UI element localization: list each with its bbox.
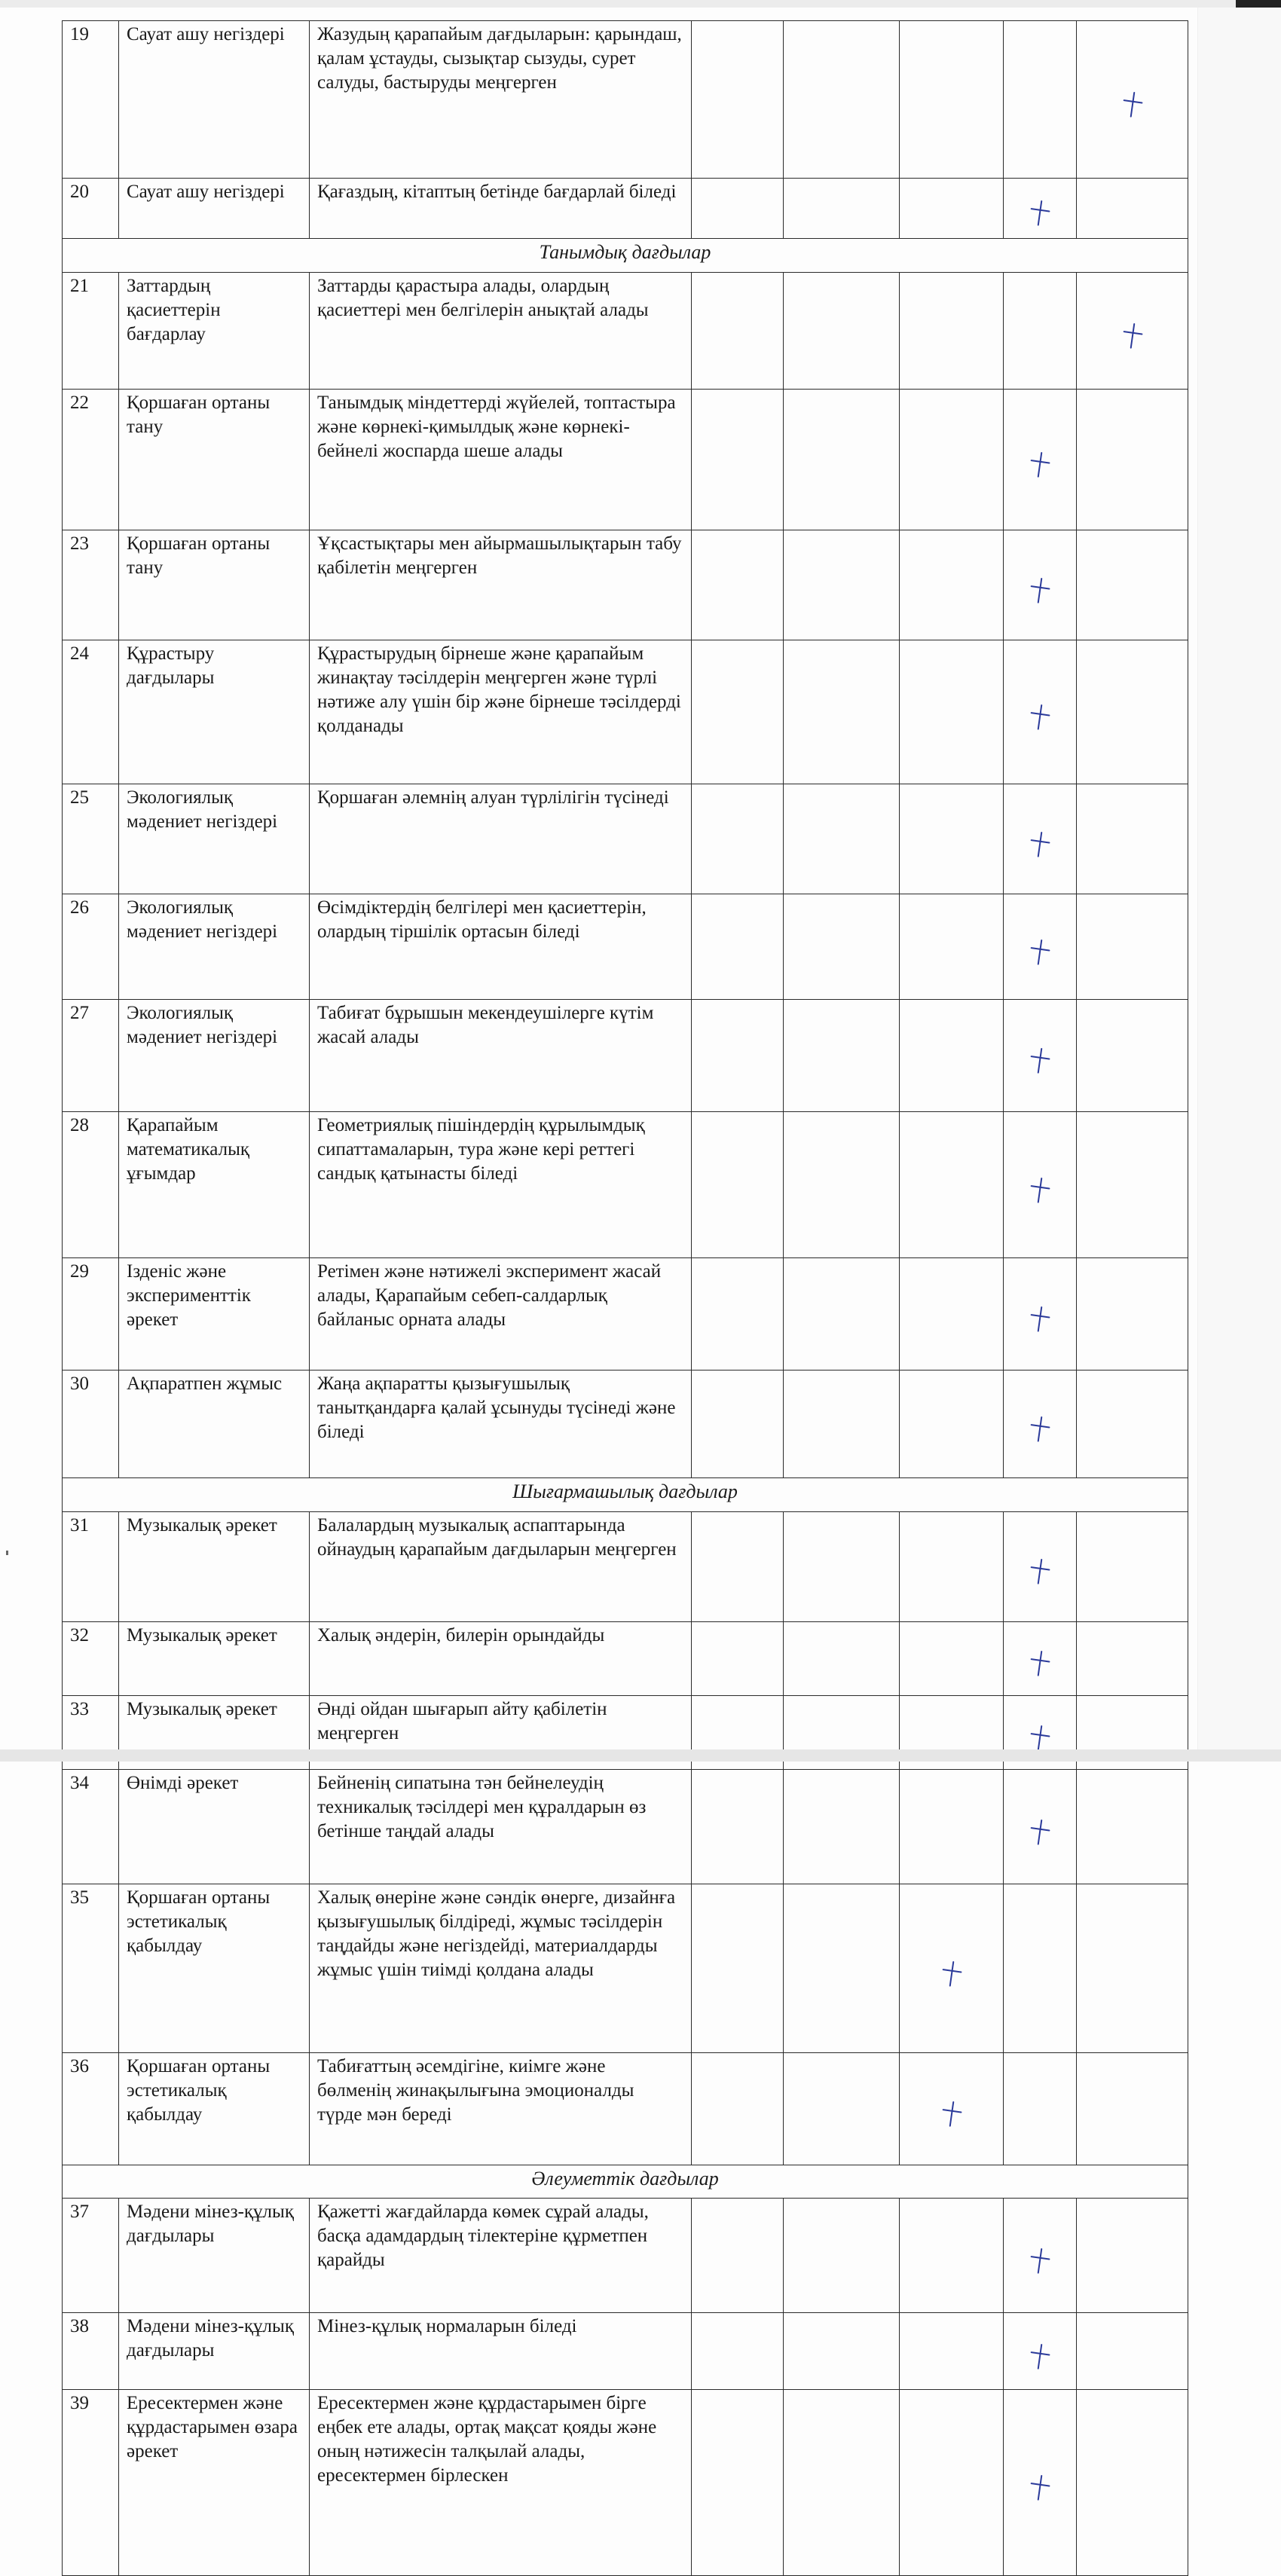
- level-cell-1[interactable]: [692, 530, 784, 640]
- table-row: [63, 389, 1188, 530]
- table-row: [63, 2052, 1188, 2165]
- level-cell-1[interactable]: [692, 1112, 784, 1258]
- level-cell-4[interactable]: [1004, 894, 1077, 1000]
- table-body: [63, 21, 1188, 2576]
- handwritten-plus-icon: [1029, 199, 1051, 227]
- level-cell-4[interactable]: [1004, 272, 1077, 389]
- skill-area: Сауат ашу негіздері: [119, 21, 310, 179]
- section-title: Шығармашылық дағдылар: [63, 1477, 1188, 1511]
- skill-area: Заттардың қасиеттерін бағдарлау: [119, 272, 310, 389]
- level-cell-2[interactable]: [784, 530, 900, 640]
- table-row: [63, 272, 1188, 389]
- level-cell-1[interactable]: [692, 389, 784, 530]
- skill-area: Қарапайым математикалық ұғымдар: [119, 1112, 310, 1258]
- level-cell-1[interactable]: [692, 1884, 784, 2053]
- level-cell-5[interactable]: [1077, 530, 1188, 640]
- skill-description: Заттарды қарастыра алады, олардың қасиеттері мен белгілерін анықтай алады: [310, 272, 692, 389]
- section-header-row: [63, 239, 1188, 273]
- level-cell-3[interactable]: [900, 1770, 1004, 1884]
- skill-description: Ересектермен және құрдастарымен бірге еңбек ете алады, ортақ мақсат қояды және оның нәтижесін талқылай алады, ересектермен бірлескен: [310, 2389, 692, 2575]
- skill-description: Қажетті жағдайларда көмек сұрай алады, басқа адамдардың тілектеріне құрметпен қарайды: [310, 2199, 692, 2313]
- level-cell-2[interactable]: [784, 640, 900, 784]
- handwritten-plus-icon: [1029, 1047, 1051, 1074]
- level-cell-4[interactable]: [1004, 2199, 1077, 2313]
- row-number: 30: [63, 1370, 119, 1477]
- skill-description: Танымдық міндеттерді жүйелей, топтастыра және көрнекі-қимылдық және көрнекі-бейнелі жоспарда шеше алады: [310, 389, 692, 530]
- level-cell-5[interactable]: [1077, 1621, 1188, 1695]
- handwritten-plus-icon: [1029, 1415, 1051, 1443]
- skill-description: Халық өнеріне және сәндік өнерге, дизайнға қызығушылық білдіреді, жұмыс тәсілдерін таңдайды және негіздейді, материалдарды жұмыс үшін тиімді қолдана алады: [310, 1884, 692, 2053]
- level-cell-3[interactable]: [900, 1884, 1004, 2053]
- level-cell-4[interactable]: [1004, 1770, 1077, 1884]
- row-number: 38: [63, 2313, 119, 2389]
- skill-area: Экологиялық мәдениет негіздері: [119, 784, 310, 894]
- row-number: 37: [63, 2199, 119, 2313]
- level-cell-5[interactable]: [1077, 784, 1188, 894]
- level-cell-5[interactable]: [1077, 1370, 1188, 1477]
- level-cell-1[interactable]: [692, 2199, 784, 2313]
- skill-description: Қоршаған әлемнің алуан түрлілігін түсінеді: [310, 784, 692, 894]
- skill-area: Мәдени мінез-құлық дағдылары: [119, 2199, 310, 2313]
- handwritten-plus-icon: [1029, 2474, 1051, 2501]
- table-row: [63, 1257, 1188, 1370]
- level-cell-4[interactable]: [1004, 1112, 1077, 1258]
- skill-description: Жазудың қарапайым дағдыларын: қарындаш, қалам ұстауды, сызықтар сызуды, сурет салуды, бастыруды меңгерген: [310, 21, 692, 179]
- handwritten-plus-icon: [1029, 2342, 1051, 2370]
- level-cell-1[interactable]: [692, 178, 784, 238]
- handwritten-plus-icon: [1120, 322, 1143, 350]
- level-cell-1[interactable]: [692, 1370, 784, 1477]
- level-cell-4[interactable]: [1004, 640, 1077, 784]
- table-row: [63, 1884, 1188, 2053]
- section-header-row: [63, 1477, 1188, 1511]
- level-cell-5[interactable]: [1077, 1770, 1188, 1884]
- level-cell-5[interactable]: [1077, 1112, 1188, 1258]
- skill-area: Экологиялық мәдениет негіздері: [119, 894, 310, 1000]
- level-cell-1[interactable]: [692, 1511, 784, 1621]
- skill-description: Жаңа ақпаратты қызығушылық танытқандарға қалай ұсынуды түсінеді және біледі: [310, 1370, 692, 1477]
- scan-speck: [6, 1551, 8, 1555]
- row-number: 31: [63, 1511, 119, 1621]
- level-cell-2[interactable]: [784, 1621, 900, 1695]
- handwritten-plus-icon: [1029, 1724, 1051, 1752]
- level-cell-4[interactable]: [1004, 1621, 1077, 1695]
- skill-description: Халық әндерін, билерін орындайды: [310, 1621, 692, 1695]
- level-cell-3[interactable]: [900, 21, 1004, 179]
- scan-corner-shadow: [1236, 0, 1281, 8]
- skill-description: Мінез-құлық нормаларын біледі: [310, 2313, 692, 2389]
- level-cell-3[interactable]: [900, 389, 1004, 530]
- level-cell-3[interactable]: [900, 1112, 1004, 1258]
- level-cell-3[interactable]: [900, 1257, 1004, 1370]
- handwritten-plus-icon: [1029, 938, 1051, 966]
- handwritten-plus-icon: [1029, 830, 1051, 858]
- level-cell-3[interactable]: [900, 784, 1004, 894]
- level-cell-2[interactable]: [784, 1370, 900, 1477]
- skill-description: Ретімен және нәтижелі эксперимент жасай алады, Қарапайым себеп-салдарлық байланыс орната алады: [310, 1257, 692, 1370]
- level-cell-4[interactable]: [1004, 21, 1077, 179]
- level-cell-5[interactable]: [1077, 21, 1188, 179]
- level-cell-5[interactable]: [1077, 1000, 1188, 1112]
- level-cell-5[interactable]: [1077, 2199, 1188, 2313]
- table-row: [63, 1621, 1188, 1695]
- row-number: 39: [63, 2389, 119, 2575]
- level-cell-2[interactable]: [784, 1000, 900, 1112]
- table-row: [63, 2313, 1188, 2389]
- skill-area: Экологиялық мәдениет негіздері: [119, 1000, 310, 1112]
- skill-description: Бейненің сипатына тән бейнелеудің техникалық тәсілдері мен құралдарын өз бетінше таңдай алады: [310, 1770, 692, 1884]
- level-cell-1[interactable]: [692, 784, 784, 894]
- row-number: 36: [63, 2052, 119, 2165]
- skill-description: Табиғат бұрышын мекендеушілерге күтім жасай алады: [310, 1000, 692, 1112]
- table-row: [63, 784, 1188, 894]
- section-header-row: [63, 2165, 1188, 2199]
- level-cell-1[interactable]: [692, 1257, 784, 1370]
- level-cell-4[interactable]: [1004, 2313, 1077, 2389]
- level-cell-5[interactable]: [1077, 2389, 1188, 2575]
- skill-area: Қоршаған ортаны эстетикалық қабылдау: [119, 2052, 310, 2165]
- level-cell-2[interactable]: [784, 389, 900, 530]
- level-cell-5[interactable]: [1077, 2313, 1188, 2389]
- skill-description: Балалардың музыкалық аспаптарында ойнаудың қарапайым дағдыларын меңгерген: [310, 1511, 692, 1621]
- handwritten-plus-icon: [1029, 1649, 1051, 1677]
- handwritten-plus-icon: [1029, 1818, 1051, 1846]
- row-number: 32: [63, 1621, 119, 1695]
- level-cell-1[interactable]: [692, 2052, 784, 2165]
- table-row: [63, 1112, 1188, 1258]
- level-cell-4[interactable]: [1004, 530, 1077, 640]
- section-title: Әлеуметтік дағдылар: [63, 2165, 1188, 2199]
- skill-area: Музыкалық әрекет: [119, 1695, 310, 1769]
- level-cell-1[interactable]: [692, 21, 784, 179]
- level-cell-5[interactable]: [1077, 1257, 1188, 1370]
- level-cell-2[interactable]: [784, 1511, 900, 1621]
- level-cell-5[interactable]: [1077, 2052, 1188, 2165]
- level-cell-4[interactable]: [1004, 1370, 1077, 1477]
- level-cell-4[interactable]: [1004, 178, 1077, 238]
- level-cell-4[interactable]: [1004, 1257, 1077, 1370]
- assessment-table: [62, 20, 1188, 2576]
- row-number: 27: [63, 1000, 119, 1112]
- level-cell-2[interactable]: [784, 894, 900, 1000]
- skill-area: Мәдени мінез-құлық дағдылары: [119, 2313, 310, 2389]
- table-row: [63, 2389, 1188, 2575]
- handwritten-plus-icon: [940, 2100, 962, 2128]
- level-cell-2[interactable]: [784, 1884, 900, 2053]
- row-number: 28: [63, 1112, 119, 1258]
- level-cell-5[interactable]: [1077, 272, 1188, 389]
- level-cell-1[interactable]: [692, 640, 784, 784]
- level-cell-2[interactable]: [784, 2389, 900, 2575]
- level-cell-1[interactable]: [692, 1621, 784, 1695]
- table-row: [63, 2199, 1188, 2313]
- level-cell-5[interactable]: [1077, 640, 1188, 784]
- table-row: [63, 1000, 1188, 1112]
- skill-area: Ақпаратпен жұмыс: [119, 1370, 310, 1477]
- level-cell-3[interactable]: [900, 530, 1004, 640]
- level-cell-3[interactable]: [900, 178, 1004, 238]
- level-cell-2[interactable]: [784, 178, 900, 238]
- skill-description: Құрастырудың бірнеше және қарапайым жинақтау тәсілдерін меңгерген және түрлі нәтиже алу үшін бір және бірнеше тәсілдерді қолданады: [310, 640, 692, 784]
- handwritten-plus-icon: [1029, 1176, 1051, 1204]
- level-cell-1[interactable]: [692, 2389, 784, 2575]
- row-number: 35: [63, 1884, 119, 2053]
- skill-description: Өсімдіктердің белгілері мен қасиеттерін, олардың тіршілік ортасын біледі: [310, 894, 692, 1000]
- level-cell-2[interactable]: [784, 2313, 900, 2389]
- level-cell-4[interactable]: [1004, 1511, 1077, 1621]
- level-cell-3[interactable]: [900, 2199, 1004, 2313]
- table-row: [63, 1370, 1188, 1477]
- level-cell-1[interactable]: [692, 1770, 784, 1884]
- handwritten-plus-icon: [1120, 90, 1143, 118]
- level-cell-5[interactable]: [1077, 1511, 1188, 1621]
- row-number: 34: [63, 1770, 119, 1884]
- level-cell-5[interactable]: [1077, 178, 1188, 238]
- handwritten-plus-icon: [1029, 1557, 1051, 1585]
- level-cell-1[interactable]: [692, 894, 784, 1000]
- skill-description: Табиғаттың әсемдігіне, киімге және бөлменің жинақылығына эмоционалды түрде мән береді: [310, 2052, 692, 2165]
- skill-area: Қоршаған ортаны тану: [119, 530, 310, 640]
- level-cell-3[interactable]: [900, 2389, 1004, 2575]
- skill-description: Әнді ойдан шығарып айту қабілетін меңгерген: [310, 1695, 692, 1769]
- level-cell-4[interactable]: [1004, 2389, 1077, 2575]
- handwritten-plus-icon: [1029, 1305, 1051, 1333]
- skill-area: Қоршаған ортаны эстетикалық қабылдау: [119, 1884, 310, 2053]
- skill-area: Музыкалық әрекет: [119, 1621, 310, 1695]
- skill-area: Құрастыру дағдылары: [119, 640, 310, 784]
- skill-description: Қағаздың, кітаптың бетінде бағдарлай біледі: [310, 178, 692, 238]
- row-number: 23: [63, 530, 119, 640]
- level-cell-2[interactable]: [784, 1112, 900, 1258]
- skill-area: Қоршаған ортаны тану: [119, 389, 310, 530]
- skill-description: Геометриялық пішіндердің құрылымдық сипаттамаларын, тура және кері реттегі сандық қатынасты біледі: [310, 1112, 692, 1258]
- level-cell-5[interactable]: [1077, 894, 1188, 1000]
- level-cell-4[interactable]: [1004, 1000, 1077, 1112]
- level-cell-4[interactable]: [1004, 784, 1077, 894]
- level-cell-3[interactable]: [900, 894, 1004, 1000]
- level-cell-2[interactable]: [784, 1257, 900, 1370]
- level-cell-3[interactable]: [900, 1621, 1004, 1695]
- level-cell-2[interactable]: [784, 272, 900, 389]
- skill-area: Ересектермен және құрдастарымен өзара әрекет: [119, 2389, 310, 2575]
- level-cell-2[interactable]: [784, 1770, 900, 1884]
- level-cell-1[interactable]: [692, 1000, 784, 1112]
- level-cell-4[interactable]: [1004, 389, 1077, 530]
- level-cell-3[interactable]: [900, 1511, 1004, 1621]
- level-cell-3[interactable]: [900, 640, 1004, 784]
- row-number: 25: [63, 784, 119, 894]
- level-cell-1[interactable]: [692, 2313, 784, 2389]
- row-number: 29: [63, 1257, 119, 1370]
- skill-area: Өнімді әрекет: [119, 1770, 310, 1884]
- skill-area: Ізденіс және эксперименттік әрекет: [119, 1257, 310, 1370]
- handwritten-plus-icon: [1029, 576, 1051, 604]
- table-row: [63, 640, 1188, 784]
- row-number: 33: [63, 1695, 119, 1769]
- level-cell-2[interactable]: [784, 2199, 900, 2313]
- scan-bottom-edge: [0, 1749, 1281, 1762]
- table-row: [63, 530, 1188, 640]
- row-number: 22: [63, 389, 119, 530]
- level-cell-3[interactable]: [900, 1370, 1004, 1477]
- handwritten-plus-icon: [1029, 703, 1051, 731]
- row-number: 24: [63, 640, 119, 784]
- level-cell-1[interactable]: [692, 272, 784, 389]
- handwritten-plus-icon: [1029, 2247, 1051, 2275]
- level-cell-2[interactable]: [784, 784, 900, 894]
- level-cell-4[interactable]: [1004, 1884, 1077, 2053]
- level-cell-2[interactable]: [784, 2052, 900, 2165]
- level-cell-3[interactable]: [900, 1000, 1004, 1112]
- scan-top-edge: [0, 0, 1281, 8]
- row-number: 26: [63, 894, 119, 1000]
- table-row: [63, 178, 1188, 238]
- section-title: Танымдық дағдылар: [63, 239, 1188, 273]
- row-number: 21: [63, 272, 119, 389]
- row-number: 20: [63, 178, 119, 238]
- scan-right-margin: [1197, 8, 1281, 1762]
- row-number: 19: [63, 21, 119, 179]
- level-cell-2[interactable]: [784, 21, 900, 179]
- level-cell-3[interactable]: [900, 2313, 1004, 2389]
- level-cell-5[interactable]: [1077, 389, 1188, 530]
- handwritten-plus-icon: [940, 1960, 962, 1988]
- table-row: [63, 1511, 1188, 1621]
- table-row: [63, 21, 1188, 179]
- handwritten-plus-icon: [1029, 451, 1051, 478]
- level-cell-5[interactable]: [1077, 1884, 1188, 2053]
- table-row: [63, 894, 1188, 1000]
- table-row: [63, 1770, 1188, 1884]
- level-cell-4[interactable]: [1004, 2052, 1077, 2165]
- skill-area: Музыкалық әрекет: [119, 1511, 310, 1621]
- skill-description: Ұқсастықтары мен айырмашылықтарын табу қабілетін меңгерген: [310, 530, 692, 640]
- skill-area: Сауат ашу негіздері: [119, 178, 310, 238]
- level-cell-3[interactable]: [900, 272, 1004, 389]
- level-cell-3[interactable]: [900, 2052, 1004, 2165]
